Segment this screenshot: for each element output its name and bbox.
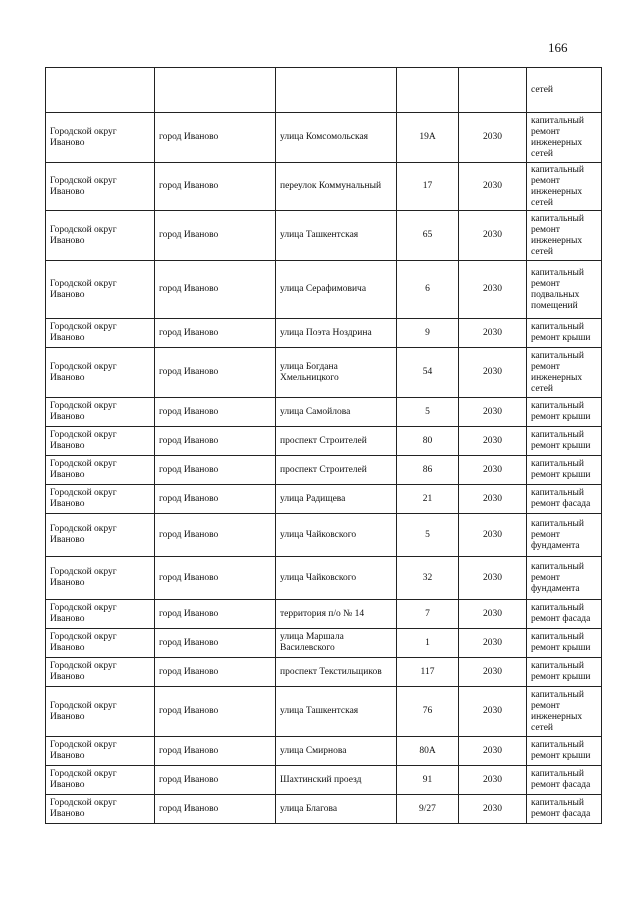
table-row [46, 398, 602, 427]
work-cell: капитальный ремонт крыши [527, 737, 602, 766]
work-cell: капитальный ремонт инженерных сетей [527, 211, 602, 261]
settlement-cell: город Иваново [155, 456, 276, 485]
work-cell: капитальный ремонт фасада [527, 485, 602, 514]
table-row [46, 658, 602, 687]
year-cell: 2030 [459, 456, 527, 485]
municipality-cell: Городской округ Иваново [46, 514, 155, 557]
street-cell: проспект Текстильщиков [276, 658, 397, 687]
settlement-cell: город Иваново [155, 398, 276, 427]
house-cell: 17 [397, 163, 459, 211]
work-cell: капитальный ремонт крыши [527, 658, 602, 687]
street-cell: улица Радищева [276, 485, 397, 514]
table-row [46, 261, 602, 319]
settlement-cell: город Иваново [155, 427, 276, 456]
municipality-cell: Городской округ Иваново [46, 319, 155, 348]
table-row [46, 737, 602, 766]
street-cell: улица Ташкентская [276, 211, 397, 261]
street-cell: Шахтинский проезд [276, 766, 397, 795]
work-cell: капитальный ремонт фундамента [527, 514, 602, 557]
street-cell: улица Поэта Ноздрина [276, 319, 397, 348]
street-cell: улица Самойлова [276, 398, 397, 427]
year-cell: 2030 [459, 600, 527, 629]
settlement-cell: город Иваново [155, 557, 276, 600]
street-cell: улица Маршала Василевского [276, 629, 397, 658]
work-cell: сетей [527, 68, 602, 113]
municipality-cell: Городской округ Иваново [46, 600, 155, 629]
settlement-cell: город Иваново [155, 211, 276, 261]
street-cell: проспект Строителей [276, 427, 397, 456]
year-cell: 2030 [459, 398, 527, 427]
year-cell: 2030 [459, 427, 527, 456]
house-cell: 54 [397, 348, 459, 398]
settlement-cell: город Иваново [155, 658, 276, 687]
municipality-cell: Городской округ Иваново [46, 795, 155, 824]
settlement-cell: город Иваново [155, 795, 276, 824]
table-row [46, 348, 602, 398]
municipality-cell: Городской округ Иваново [46, 348, 155, 398]
municipality-cell: Городской округ Иваново [46, 737, 155, 766]
settlement-cell: город Иваново [155, 485, 276, 514]
work-cell: капитальный ремонт крыши [527, 456, 602, 485]
settlement-cell: город Иваново [155, 600, 276, 629]
municipality-cell: Городской округ Иваново [46, 687, 155, 737]
municipality-cell: Городской округ Иваново [46, 398, 155, 427]
table-row [46, 427, 602, 456]
carryover-row [46, 68, 602, 113]
table-row [46, 211, 602, 261]
house-cell: 91 [397, 766, 459, 795]
street-cell: улица Богдана Хмельницкого [276, 348, 397, 398]
table-row [46, 485, 602, 514]
work-cell: капитальный ремонт фундамента [527, 557, 602, 600]
settlement-cell: город Иваново [155, 737, 276, 766]
street-cell [276, 68, 397, 113]
street-cell: улица Серафимовича [276, 261, 397, 319]
page-number: 166 [548, 40, 568, 55]
table-row [46, 514, 602, 557]
year-cell: 2030 [459, 348, 527, 398]
settlement-cell: город Иваново [155, 687, 276, 737]
work-cell: капитальный ремонт крыши [527, 427, 602, 456]
street-cell: улица Ташкентская [276, 687, 397, 737]
table-row [46, 163, 602, 211]
street-cell: переулок Коммунальный [276, 163, 397, 211]
year-cell: 2030 [459, 319, 527, 348]
house-cell: 9 [397, 319, 459, 348]
settlement-cell: город Иваново [155, 261, 276, 319]
municipality-cell: Городской округ Иваново [46, 113, 155, 163]
work-cell: капитальный ремонт фасада [527, 600, 602, 629]
table-row [46, 629, 602, 658]
table-row [46, 687, 602, 737]
municipality-cell: Городской округ Иваново [46, 485, 155, 514]
table-row [46, 319, 602, 348]
settlement-cell: город Иваново [155, 766, 276, 795]
municipality-cell: Городской округ Иваново [46, 456, 155, 485]
house-cell: 19А [397, 113, 459, 163]
settlement-cell: город Иваново [155, 163, 276, 211]
house-cell: 80 [397, 427, 459, 456]
house-cell: 80А [397, 737, 459, 766]
house-cell: 65 [397, 211, 459, 261]
work-cell: капитальный ремонт инженерных сетей [527, 163, 602, 211]
municipality-cell: Городской округ Иваново [46, 427, 155, 456]
year-cell: 2030 [459, 485, 527, 514]
house-cell [397, 68, 459, 113]
work-cell: капитальный ремонт крыши [527, 398, 602, 427]
municipality-cell: Городской округ Иваново [46, 658, 155, 687]
year-cell: 2030 [459, 687, 527, 737]
house-cell: 7 [397, 600, 459, 629]
house-cell: 117 [397, 658, 459, 687]
year-cell: 2030 [459, 737, 527, 766]
table-row [46, 795, 602, 824]
street-cell: улица Смирнова [276, 737, 397, 766]
table-row [46, 557, 602, 600]
house-cell: 5 [397, 398, 459, 427]
settlement-cell: город Иваново [155, 629, 276, 658]
house-cell: 5 [397, 514, 459, 557]
street-cell: территория п/о № 14 [276, 600, 397, 629]
street-cell: улица Комсомольская [276, 113, 397, 163]
municipality-cell: Городской округ Иваново [46, 557, 155, 600]
work-cell: капитальный ремонт подвальных помещений [527, 261, 602, 319]
municipality-cell: Городской округ Иваново [46, 261, 155, 319]
settlement-cell: город Иваново [155, 514, 276, 557]
municipality-cell: Городской округ Иваново [46, 766, 155, 795]
street-cell: проспект Строителей [276, 456, 397, 485]
municipality-cell: Городской округ Иваново [46, 211, 155, 261]
work-cell: капитальный ремонт инженерных сетей [527, 687, 602, 737]
settlement-cell: город Иваново [155, 348, 276, 398]
work-cell: капитальный ремонт инженерных сетей [527, 348, 602, 398]
street-cell: улица Чайковского [276, 514, 397, 557]
year-cell: 2030 [459, 163, 527, 211]
house-cell: 86 [397, 456, 459, 485]
work-cell: капитальный ремонт инженерных сетей [527, 113, 602, 163]
year-cell: 2030 [459, 658, 527, 687]
year-cell: 2030 [459, 557, 527, 600]
municipality-cell: Городской округ Иваново [46, 163, 155, 211]
table-row [46, 456, 602, 485]
year-cell: 2030 [459, 766, 527, 795]
work-cell: капитальный ремонт крыши [527, 319, 602, 348]
year-cell: 2030 [459, 514, 527, 557]
house-cell: 6 [397, 261, 459, 319]
year-cell: 2030 [459, 211, 527, 261]
municipality-cell: Городской округ Иваново [46, 629, 155, 658]
year-cell: 2030 [459, 629, 527, 658]
street-cell: улица Благова [276, 795, 397, 824]
year-cell: 2030 [459, 261, 527, 319]
house-cell: 21 [397, 485, 459, 514]
work-cell: капитальный ремонт фасада [527, 766, 602, 795]
settlement-cell [155, 68, 276, 113]
register-table [45, 67, 602, 824]
municipality-cell [46, 68, 155, 113]
settlement-cell: город Иваново [155, 319, 276, 348]
house-cell: 76 [397, 687, 459, 737]
table-row [46, 766, 602, 795]
table-row [46, 600, 602, 629]
year-cell [459, 68, 527, 113]
house-cell: 9/27 [397, 795, 459, 824]
year-cell: 2030 [459, 795, 527, 824]
work-cell: капитальный ремонт фасада [527, 795, 602, 824]
year-cell: 2030 [459, 113, 527, 163]
house-cell: 32 [397, 557, 459, 600]
work-cell: капитальный ремонт крыши [527, 629, 602, 658]
street-cell: улица Чайковского [276, 557, 397, 600]
settlement-cell: город Иваново [155, 113, 276, 163]
table-row [46, 113, 602, 163]
house-cell: 1 [397, 629, 459, 658]
